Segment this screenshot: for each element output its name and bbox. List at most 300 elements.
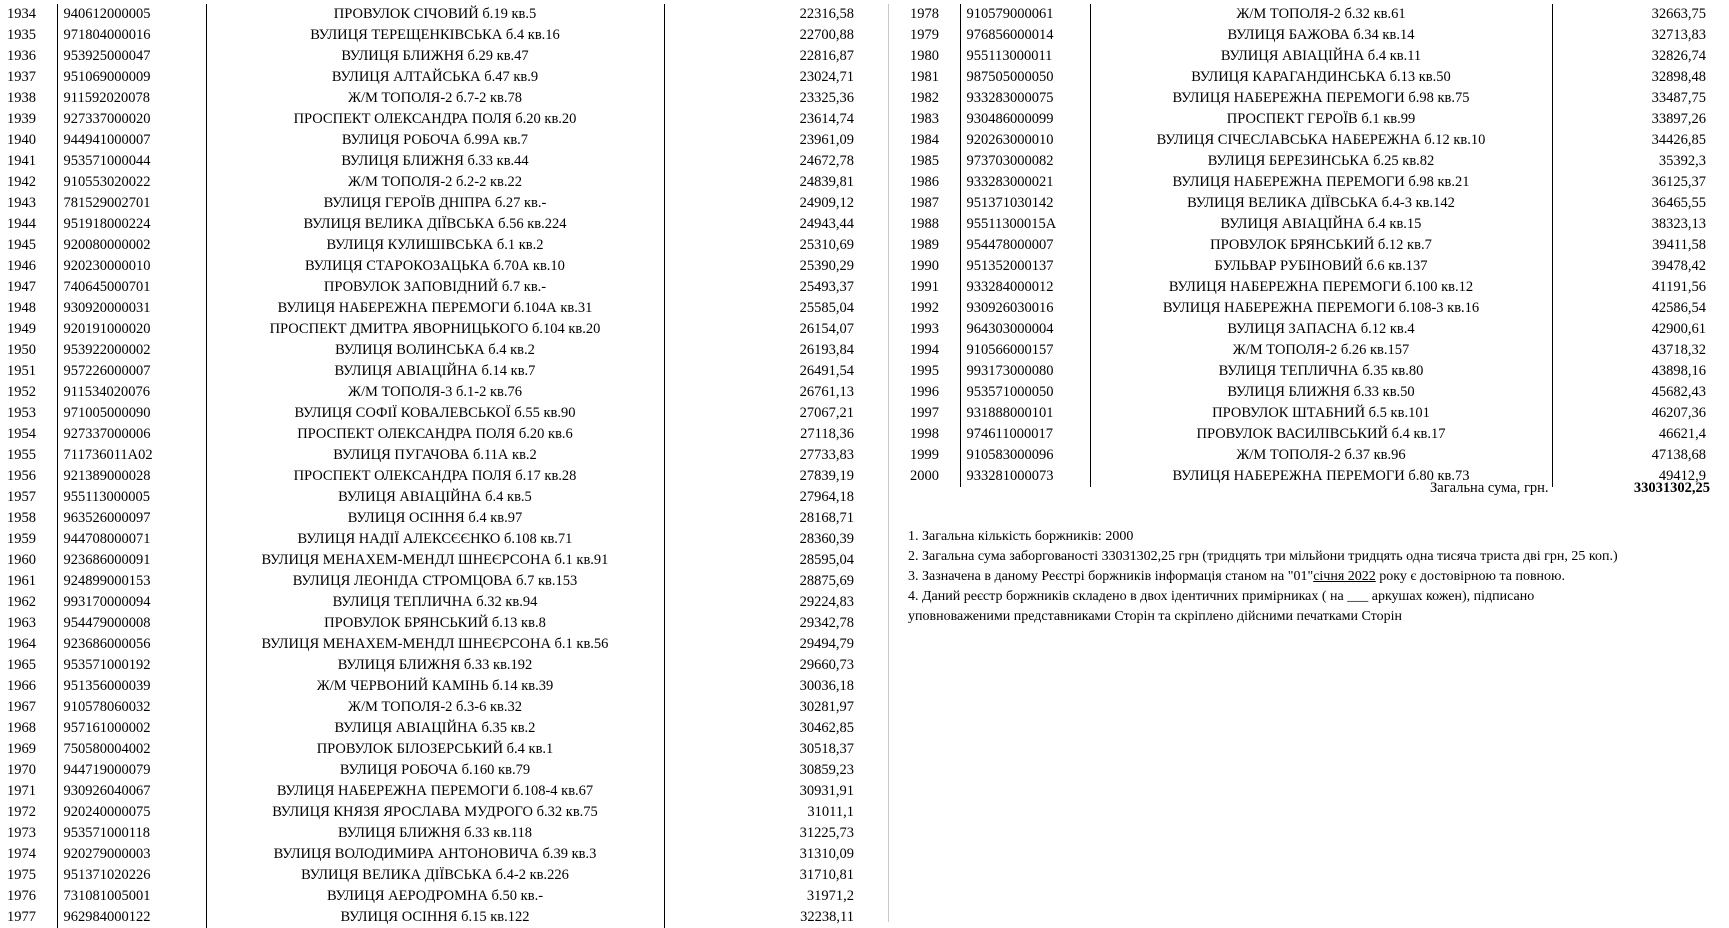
debt-amount: 26193,84 [664,340,860,361]
address: ВУЛИЦЯ МЕНАХЕМ-МЕНДЛ ШНЕЄРСОНА б.1 кв.91 [206,550,664,571]
debt-amount: 22316,58 [664,4,860,25]
address: ВУЛИЦЯ РОБОЧА б.160 кв.79 [206,760,664,781]
address: ВУЛИЦЯ АВІАЦІЙНА б.4 кв.15 [1090,214,1552,235]
address: Ж/М ЧЕРВОНИЙ КАМІНЬ б.14 кв.39 [206,676,664,697]
account-code: 930926030016 [966,300,1054,316]
account-code: 911592020078 [63,90,150,106]
account-code: 944941000007 [63,132,151,148]
table-row [908,67,1712,88]
table-row [5,25,860,46]
debt-amount: 30036,18 [664,676,860,697]
debt-amount: 28360,39 [664,529,860,550]
account-code: 976856000014 [966,27,1054,43]
account-code: 933283000021 [966,174,1054,190]
account-code: 955113000005 [63,489,150,505]
account-code: 933281000073 [966,468,1054,484]
table-row [908,130,1712,151]
table-row [5,466,860,487]
row-number: 1950 [5,340,57,361]
table-row [908,235,1712,256]
address: ПРОСПЕКТ ГЕРОЇВ б.1 кв.99 [1090,109,1552,130]
table-row [908,403,1712,424]
row-number: 1974 [5,844,57,865]
table-row [5,172,860,193]
account-code: 951371030142 [966,195,1054,211]
table-row [908,193,1712,214]
address: Ж/М ТОПОЛЯ-2 б.37 кв.96 [1090,445,1552,466]
table-row [5,214,860,235]
debt-amount: 30462,85 [664,718,860,739]
debt-amount: 34426,85 [1552,130,1712,151]
debt-amount: 47138,68 [1552,445,1712,466]
account-code: 951371020226 [63,867,151,883]
debt-amount: 39478,42 [1552,256,1712,277]
account-code: 920263000010 [966,132,1054,148]
account-code: 993170000094 [63,594,151,610]
table-row [908,424,1712,445]
row-number: 1944 [5,214,57,235]
row-number: 1980 [908,46,960,67]
row-number: 1943 [5,193,57,214]
account-code: 974611000017 [966,426,1053,442]
address: ВУЛИЦЯ НАБЕРЕЖНА ПЕРЕМОГИ б.98 кв.75 [1090,88,1552,109]
row-number: 1948 [5,298,57,319]
row-number: 1951 [5,361,57,382]
table-row [908,4,1712,25]
account-code: 711736011А02 [63,447,153,463]
row-number: 1962 [5,592,57,613]
table-row [5,760,860,781]
account-code: 927337000006 [63,426,151,442]
table-row [5,67,860,88]
row-number: 1957 [5,487,57,508]
debt-amount: 42586,54 [1552,298,1712,319]
debt-amount: 36125,37 [1552,172,1712,193]
address: Ж/М ТОПОЛЯ-2 б.32 кв.61 [1090,4,1552,25]
page-divider [888,4,889,922]
address: ВУЛИЦЯ СОФІЇ КОВАЛЕВСЬКОЇ б.55 кв.90 [206,403,664,424]
row-number: 1991 [908,277,960,298]
note-3-date: січня 2022 [1313,569,1376,584]
table-row [908,340,1712,361]
address: ПРОВУЛОК БІЛОЗЕРСЬКИЙ б.4 кв.1 [206,739,664,760]
row-number: 1966 [5,676,57,697]
row-number: 1996 [908,382,960,403]
account-code: 953925000047 [63,48,151,64]
debt-amount: 35392,3 [1552,151,1712,172]
address: ВУЛИЦЯ КУЛИШІВСЬКА б.1 кв.2 [206,235,664,256]
row-number: 1978 [908,4,960,25]
address: ВУЛИЦЯ ОСІННЯ б.15 кв.122 [206,907,664,928]
account-code: 953571000044 [63,153,151,169]
grand-total-value: 33031302,25 [1633,480,1710,496]
account-code: 781529002701 [63,195,151,211]
row-number: 1995 [908,361,960,382]
account-code: 910553020022 [63,174,151,190]
address: ВУЛИЦЯ ПУГАЧОВА б.11А кв.2 [206,445,664,466]
debt-amount: 31971,2 [664,886,860,907]
table-row [5,844,860,865]
table-row [5,571,860,592]
row-number: 1965 [5,655,57,676]
address: ВУЛИЦЯ НАБЕРЕЖНА ПЕРЕМОГИ б.100 кв.12 [1090,277,1552,298]
row-number: 1961 [5,571,57,592]
address: ВУЛИЦЯ БАЖОВА б.34 кв.14 [1090,25,1552,46]
debt-amount: 36465,55 [1552,193,1712,214]
table-row [5,340,860,361]
address: ВУЛИЦЯ БЛИЖНЯ б.29 кв.47 [206,46,664,67]
account-code: 951356000039 [63,678,151,694]
address: ВУЛИЦЯ ТЕРЕЩЕНКІВСЬКА б.4 кв.16 [206,25,664,46]
note-4-line-2: уповноваженими представниками Сторін та скріплено дійсними печатками Сторін [908,609,1402,624]
table-row [908,445,1712,466]
address: ВУЛИЦЯ ВОЛОДИМИРА АНТОНОВИЧА б.39 кв.3 [206,844,664,865]
address: ВУЛИЦЯ ОСІННЯ б.4 кв.97 [206,508,664,529]
debt-amount: 26154,07 [664,319,860,340]
address: ВУЛИЦЯ ВЕЛИКА ДІЇВСЬКА б.4-2 кв.226 [206,865,664,886]
table-row [5,592,860,613]
account-code: 973703000082 [966,153,1054,169]
address: ПРОВУЛОК БРЯНСЬКИЙ б.13 кв.8 [206,613,664,634]
address: ВУЛИЦЯ ТЕПЛИЧНА б.32 кв.94 [206,592,664,613]
debtors-table-right [908,4,1712,487]
row-number: 1993 [908,319,960,340]
address: Ж/М ТОПОЛЯ-2 б.7-2 кв.78 [206,88,664,109]
address: ВУЛИЦЯ АЕРОДРОМНА б.50 кв.- [206,886,664,907]
row-number: 1952 [5,382,57,403]
address: ВУЛИЦЯ БЛИЖНЯ б.33 кв.192 [206,655,664,676]
row-number: 1967 [5,697,57,718]
account-code: 921389000028 [63,468,151,484]
address: ВУЛИЦЯ БЛИЖНЯ б.33 кв.44 [206,151,664,172]
account-code: 944708000071 [63,531,151,547]
account-code: 750580004002 [63,741,151,757]
account-code: 954479000008 [63,615,151,631]
table-row [5,403,860,424]
table-row [908,109,1712,130]
table-row [908,361,1712,382]
account-code: 95511300015А [966,216,1057,232]
account-code: 951918000224 [63,216,151,232]
table-row [5,718,860,739]
address: Ж/М ТОПОЛЯ-2 б.26 кв.157 [1090,340,1552,361]
row-number: 1985 [908,151,960,172]
address: ВУЛИЦЯ НАБЕРЕЖНА ПЕРЕМОГИ б.108-4 кв.67 [206,781,664,802]
row-number: 1963 [5,613,57,634]
account-code: 924899000153 [63,573,151,589]
address: ВУЛИЦЯ СТАРОКОЗАЦЬКА б.70А кв.10 [206,256,664,277]
debt-amount: 22816,87 [664,46,860,67]
address: ВУЛИЦЯ ВОЛИНСЬКА б.4 кв.2 [206,340,664,361]
account-code: 933283000075 [966,90,1054,106]
row-number: 1972 [5,802,57,823]
debt-amount: 31310,09 [664,844,860,865]
debt-amount: 29224,83 [664,592,860,613]
debt-amount: 23024,71 [664,67,860,88]
debt-amount: 25390,29 [664,256,860,277]
debt-amount: 43898,16 [1552,361,1712,382]
grand-total [1300,480,1710,502]
debt-amount: 27067,21 [664,403,860,424]
address: ПРОВУЛОК ЗАПОВІДНИЙ б.7 кв.- [206,277,664,298]
table-row [908,25,1712,46]
grand-total-label: Загальна сума, грн. [1430,480,1549,496]
account-code: 953922000002 [63,342,151,358]
address: ВУЛИЦЯ ВЕЛИКА ДІЇВСЬКА б.4-3 кв.142 [1090,193,1552,214]
note-3-tail: року є достовірною та повною. [1375,569,1566,584]
account-code: 944719000079 [63,762,151,778]
address: ВУЛИЦЯ КАРАГАНДИНСЬКА б.13 кв.50 [1090,67,1552,88]
row-number: 1960 [5,550,57,571]
address: ВУЛИЦЯ АВІАЦІЙНА б.14 кв.7 [206,361,664,382]
debt-amount: 29342,78 [664,613,860,634]
table-row [908,319,1712,340]
address: ВУЛИЦЯ БЛИЖНЯ б.33 кв.118 [206,823,664,844]
table-row [5,781,860,802]
table-row [5,739,860,760]
row-number: 1954 [5,424,57,445]
account-code: 951069000009 [63,69,151,85]
row-number: 1945 [5,235,57,256]
address: ВУЛИЦЯ ВЕЛИКА ДІЇВСЬКА б.56 кв.224 [206,214,664,235]
debt-amount: 23325,36 [664,88,860,109]
debt-amount: 25310,69 [664,235,860,256]
debt-amount: 30281,97 [664,697,860,718]
table-row [908,172,1712,193]
debt-amount: 33897,26 [1552,109,1712,130]
table-row [5,697,860,718]
account-code: 910579000061 [966,6,1054,22]
table-row [5,550,860,571]
debt-amount: 24672,78 [664,151,860,172]
row-number: 1949 [5,319,57,340]
debt-amount: 30518,37 [664,739,860,760]
row-number: 1970 [5,760,57,781]
table-row [5,445,860,466]
address: ВУЛИЦЯ НАБЕРЕЖНА ПЕРЕМОГИ б.80 кв.73 [1090,466,1552,487]
row-number: 1968 [5,718,57,739]
account-code: 920279000003 [63,846,151,862]
note-3-text: 3. Зазначена в даному Реєстрі боржників інформація станом на "01" [908,569,1314,584]
debt-amount: 27118,36 [664,424,860,445]
row-number: 1998 [908,424,960,445]
row-number: 1997 [908,403,960,424]
table-row [5,382,860,403]
address: ВУЛИЦЯ БЛИЖНЯ б.33 кв.50 [1090,382,1552,403]
row-number: 1973 [5,823,57,844]
row-number: 1989 [908,235,960,256]
debt-amount: 26761,13 [664,382,860,403]
account-code: 971005000090 [63,405,151,421]
address: ВУЛИЦЯ АЛТАЙСЬКА б.47 кв.9 [206,67,664,88]
table-row [5,424,860,445]
debt-amount: 31225,73 [664,823,860,844]
note-3 [908,567,1708,587]
address: БУЛЬВАР РУБІНОВИЙ б.6 кв.137 [1090,256,1552,277]
row-number: 1936 [5,46,57,67]
debt-amount: 24909,12 [664,193,860,214]
table-row [908,88,1712,109]
row-number: 1946 [5,256,57,277]
account-code: 731081005001 [63,888,151,904]
debt-amount: 29494,79 [664,634,860,655]
row-number: 1939 [5,109,57,130]
debt-amount: 25493,37 [664,277,860,298]
account-code: 923686000091 [63,552,151,568]
table-row [908,298,1712,319]
address: Ж/М ТОПОЛЯ-3 б.1-2 кв.76 [206,382,664,403]
row-number: 1956 [5,466,57,487]
table-row [5,130,860,151]
row-number: 1977 [5,907,57,928]
address: Ж/М ТОПОЛЯ-2 б.3-6 кв.32 [206,697,664,718]
debt-amount: 32713,83 [1552,25,1712,46]
row-number: 1981 [908,67,960,88]
debt-amount: 28168,71 [664,508,860,529]
table-row [5,823,860,844]
address: ВУЛИЦЯ АВІАЦІЙНА б.4 кв.5 [206,487,664,508]
debt-amount: 30931,91 [664,781,860,802]
debt-amount: 49412,9 [1552,466,1712,487]
address: ВУЛИЦЯ СІЧЕСЛАВСЬКА НАБЕРЕЖНА б.12 кв.10 [1090,130,1552,151]
account-code: 940612000005 [63,6,151,22]
row-number: 1938 [5,88,57,109]
account-code: 927337000020 [63,111,151,127]
address: ПРОВУЛОК СІЧОВИЙ б.19 кв.5 [206,4,664,25]
table-row [5,277,860,298]
account-code: 953571000118 [63,825,150,841]
debt-amount: 31710,81 [664,865,860,886]
account-code: 933284000012 [966,279,1054,295]
row-number: 1947 [5,277,57,298]
address: ВУЛИЦЯ НАБЕРЕЖНА ПЕРЕМОГИ б.108-3 кв.16 [1090,298,1552,319]
address: ВУЛИЦЯ БЕРЕЗИНСЬКА б.25 кв.82 [1090,151,1552,172]
table-row [5,613,860,634]
debt-amount: 29660,73 [664,655,860,676]
account-code: 930920000031 [63,300,151,316]
row-number: 1969 [5,739,57,760]
row-number: 1953 [5,403,57,424]
account-code: 911534020076 [63,384,150,400]
table-row [5,319,860,340]
table-row [908,277,1712,298]
row-number: 1935 [5,25,57,46]
address: ВУЛИЦЯ НАДІЇ АЛЕКСЄЄНКО б.108 кв.71 [206,529,664,550]
row-number: 1982 [908,88,960,109]
account-code: 920080000002 [63,237,151,253]
table-row [908,46,1712,67]
debt-amount: 42900,61 [1552,319,1712,340]
notes-block [908,527,1708,627]
table-row [5,508,860,529]
table-row [5,109,860,130]
table-row [5,235,860,256]
debt-amount: 41191,56 [1552,277,1712,298]
debt-amount: 23614,74 [664,109,860,130]
account-code: 951352000137 [966,258,1054,274]
account-code: 993173000080 [966,363,1054,379]
address: ПРОСПЕКТ ДМИТРА ЯВОРНИЦЬКОГО б.104 кв.20 [206,319,664,340]
row-number: 1937 [5,67,57,88]
debt-amount: 46621,4 [1552,424,1712,445]
row-number: 1958 [5,508,57,529]
row-number: 1941 [5,151,57,172]
row-number: 1942 [5,172,57,193]
table-row [5,298,860,319]
account-code: 910583000096 [966,447,1054,463]
row-number: 1984 [908,130,960,151]
table-row [5,151,860,172]
debt-amount: 28875,69 [664,571,860,592]
row-number: 1994 [908,340,960,361]
address: ВУЛИЦЯ НАБЕРЕЖНА ПЕРЕМОГИ б.98 кв.21 [1090,172,1552,193]
row-number: 1959 [5,529,57,550]
debt-amount: 30859,23 [664,760,860,781]
account-code: 740645000701 [63,279,151,295]
debt-amount: 43718,32 [1552,340,1712,361]
debt-amount: 28595,04 [664,550,860,571]
table-row [5,865,860,886]
row-number: 1971 [5,781,57,802]
note-1: 1. Загальна кількість боржників: 2000 [908,529,1134,544]
account-code: 931888000101 [966,405,1054,421]
row-number: 1987 [908,193,960,214]
account-code: 930486000099 [966,111,1054,127]
account-code: 923686000056 [63,636,151,652]
account-code: 954478000007 [966,237,1054,253]
debt-amount: 38323,13 [1552,214,1712,235]
row-number: 1940 [5,130,57,151]
address: ВУЛИЦЯ НАБЕРЕЖНА ПЕРЕМОГИ б.104А кв.31 [206,298,664,319]
account-code: 957226000007 [63,363,151,379]
debt-amount: 27733,83 [664,445,860,466]
debt-amount: 24839,81 [664,172,860,193]
note-2: 2. Загальна сума заборгованості 33031302,25 грн (тридцять три мільйони тридцять одна тисяча триста дві грн, 25 коп.) [908,549,1618,564]
table-row [5,193,860,214]
account-code: 964303000004 [966,321,1054,337]
address: ВУЛИЦЯ ЛЕОНІДА СТРОМЦОВА б.7 кв.153 [206,571,664,592]
table-row [908,151,1712,172]
account-code: 910566000157 [966,342,1054,358]
table-row [908,382,1712,403]
row-number: 1955 [5,445,57,466]
table-row [5,802,860,823]
account-code: 920191000020 [63,321,151,337]
debtors-table-left [5,4,860,928]
account-code: 910578060032 [63,699,151,715]
address: ВУЛИЦЯ АВІАЦІЙНА б.35 кв.2 [206,718,664,739]
account-code: 930926040067 [63,783,151,799]
row-number: 1975 [5,865,57,886]
address: ВУЛИЦЯ МЕНАХЕМ-МЕНДЛ ШНЕЄРСОНА б.1 кв.56 [206,634,664,655]
row-number: 1986 [908,172,960,193]
row-number: 2000 [908,466,960,487]
table-row [5,4,860,25]
table-row [5,676,860,697]
table-row [5,46,860,67]
debt-amount: 32898,48 [1552,67,1712,88]
account-code: 953571000050 [966,384,1054,400]
table-row [5,88,860,109]
debt-amount: 26491,54 [664,361,860,382]
account-code: 955113000011 [966,48,1053,64]
account-code: 920240000075 [63,804,151,820]
debt-amount: 45682,43 [1552,382,1712,403]
account-code: 962984000122 [63,909,151,925]
address: ВУЛИЦЯ ЗАПАСНА б.12 кв.4 [1090,319,1552,340]
table-row [5,886,860,907]
row-number: 1992 [908,298,960,319]
